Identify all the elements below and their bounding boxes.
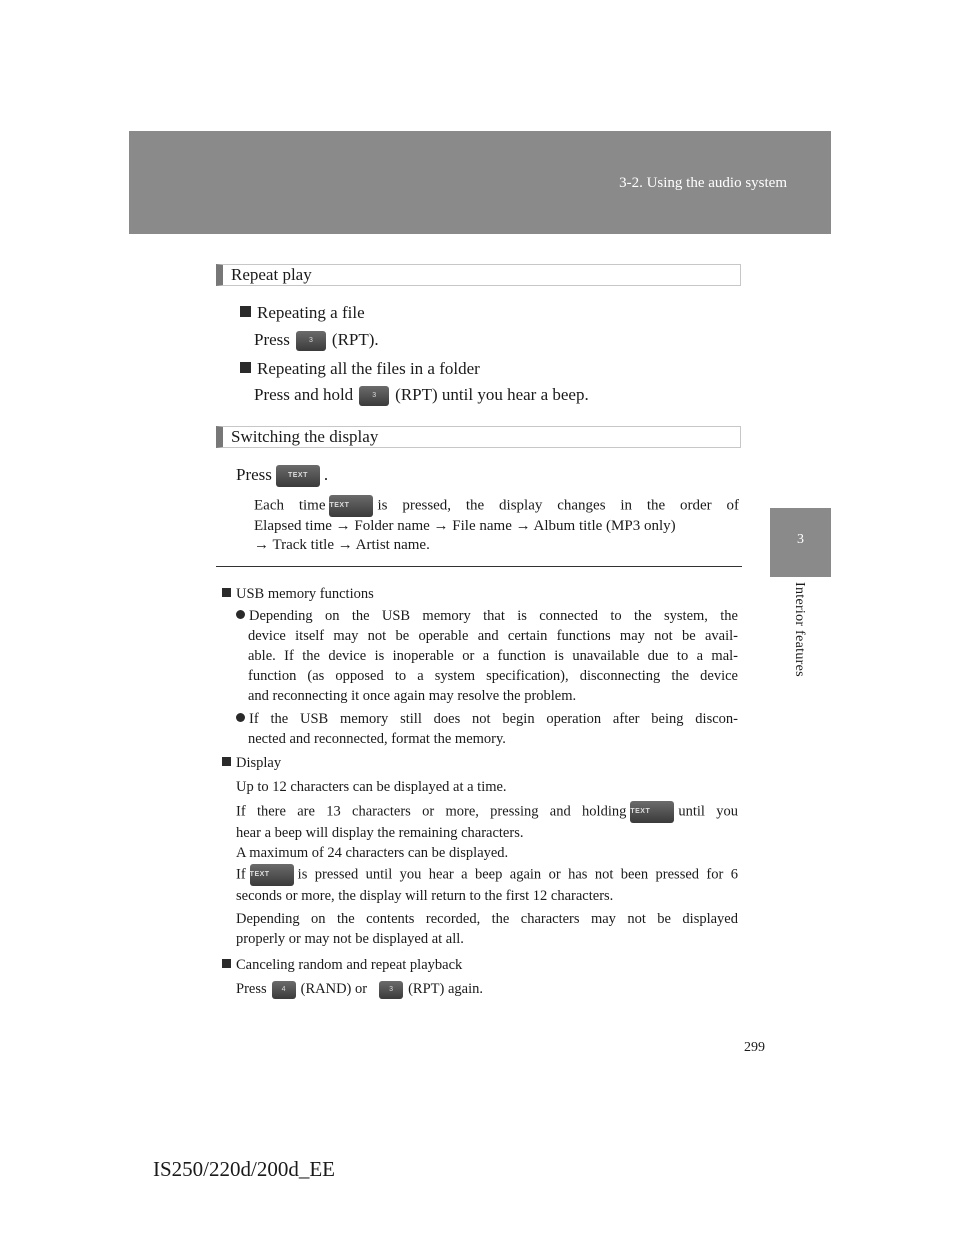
text-button-icon: TEXT — [250, 864, 294, 886]
rpt-button-icon: 3 — [296, 331, 326, 351]
switching-description: Each time TEXT is pressed, the display changes in the order of Elapsed time → Folder name → File name → Album title (MP3 only) → Track title → Artist name. — [254, 495, 739, 555]
switching-display-heading: Switching the display — [216, 426, 741, 448]
display-p4: Depending on the contents recorded, the characters may not be displayed properly or may not be displayed at all. — [236, 911, 738, 947]
dot-bullet-icon — [236, 713, 245, 722]
text-button-icon: TEXT — [276, 465, 320, 487]
repeat-folder-instruction: Press and hold 3 (RPT) until you hear a beep. — [254, 384, 589, 406]
text-button-icon: TEXT — [329, 495, 373, 517]
repeat-file-instruction: Press 3 (RPT). — [254, 329, 379, 351]
display-title: Display — [222, 752, 281, 774]
footer-model: IS250/220d/200d_EE — [153, 1157, 335, 1181]
chapter-tab — [770, 508, 831, 577]
repeat-file-title: Repeating a file — [240, 302, 365, 324]
text-button-icon: TEXT — [630, 801, 674, 823]
repeat-folder-title: Repeating all the files in a folder — [240, 358, 480, 380]
section-title: 3-2. Using the audio system — [619, 175, 787, 191]
square-bullet-icon — [222, 757, 231, 766]
square-bullet-icon — [222, 959, 231, 968]
display-p3: If TEXT is pressed until you hear a beep again or has not been pressed for 6 seconds or more, the display will return to the first 12 characters. — [236, 864, 738, 906]
usb-note-2: If the USB memory still does not begin operation after being discon- nected and reconnected, format the memory. — [236, 709, 738, 749]
rpt-button-icon: 3 — [359, 386, 389, 406]
cancel-title: Canceling random and repeat playback — [222, 954, 462, 976]
square-bullet-icon — [222, 588, 231, 597]
display-p2: If there are 13 characters or more, pressing and holding TEXT until you hear a beep will display the remaining characters. A maximum of 24 characters can be displayed. — [236, 801, 738, 863]
usb-note-1: Depending on the USB memory that is connected to the system, the device itself may not be operable and certain functions may not be avail- able. If the device is inoperable or a function is unavailable due to a mal- function (as opposed to a system specification), disconnecting the device and reconnecting it once again may resolve the problem. — [236, 606, 738, 706]
square-bullet-icon — [240, 362, 251, 373]
chapter-label: Interior features — [792, 582, 807, 677]
switching-instruction: Press TEXT . — [236, 464, 328, 487]
rpt-button-icon: 3 — [379, 981, 403, 999]
repeat-play-heading: Repeat play — [216, 264, 741, 286]
dot-bullet-icon — [236, 610, 245, 619]
usb-memory-title: USB memory functions — [222, 583, 374, 605]
cancel-instruction: Press 4 (RAND) or 3 (RPT) again. — [236, 981, 483, 997]
section-divider — [216, 566, 742, 567]
header-band — [129, 131, 831, 234]
square-bullet-icon — [240, 306, 251, 317]
rand-button-icon: 4 — [272, 981, 296, 999]
chapter-number: 3 — [797, 532, 804, 547]
display-p1: Up to 12 characters can be displayed at a time. — [236, 779, 507, 795]
page-number: 299 — [744, 1040, 765, 1055]
